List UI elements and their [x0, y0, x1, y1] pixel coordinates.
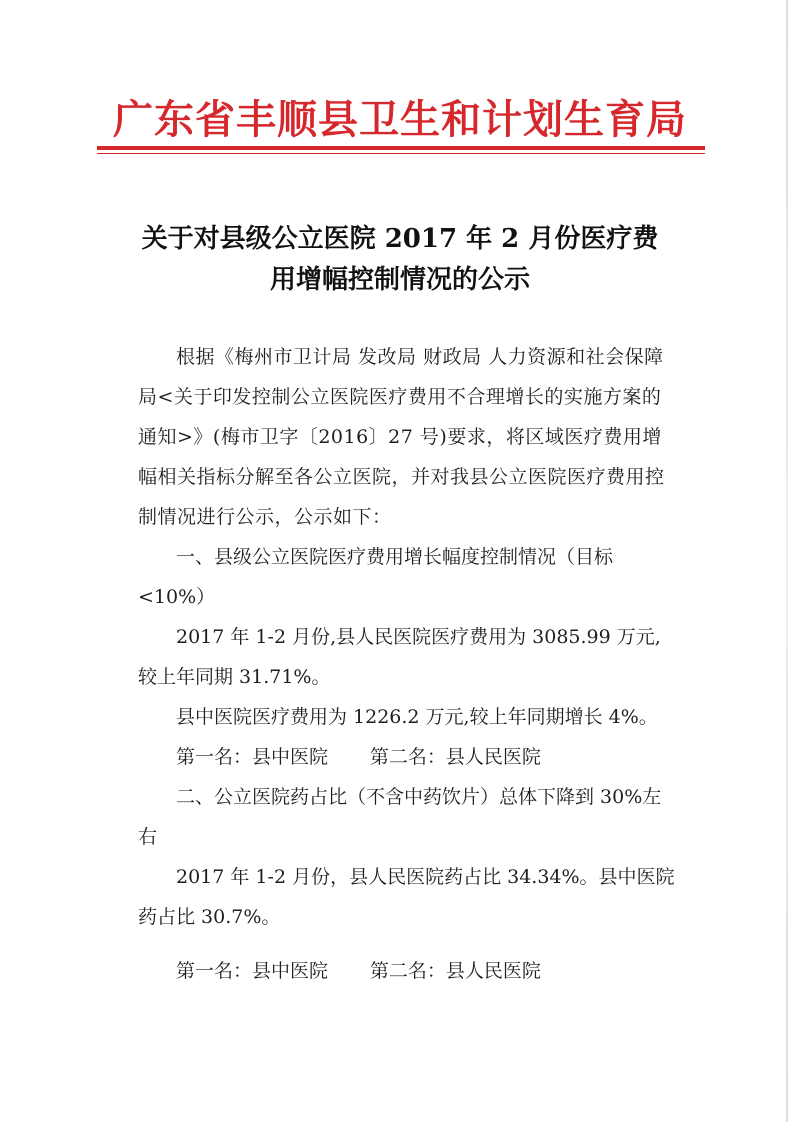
section-2-paragraph-1: 2017 年 1-2 月份，县人民医院药占比 34.34%。县中医院药占比 30.7%。 — [138, 866, 675, 928]
section-1-heading: 一、县级公立医院医疗费用增长幅度控制情况（目标<10%） — [138, 546, 614, 608]
intro-paragraph: 根据《梅州市卫计局 发改局 财政局 人力资源和社会保障局<关于印发控制公立医院医疗费用不合理增长的实施方案的通知>》(梅市卫字〔2016〕27 号)要求，将区域医疗费用增幅相关指标分解至各公立医院，并对我县公立医院医疗费用控制情况进行公示，公示如下： — [138, 346, 665, 528]
section-1-rank-first: 第一名：县中医院 — [176, 746, 329, 768]
scan-edge-shadow — [786, 0, 788, 1122]
section-2-rank-first: 第一名：县中医院 — [176, 960, 329, 982]
section-1-rank-second: 第二名：县人民医院 — [369, 746, 541, 768]
section-1-paragraph-1: 2017 年 1-2 月份,县人民医院医疗费用为 3085.99 万元,较上年同期 31.71%。 — [138, 626, 661, 688]
section-2-rank-second: 第二名：县人民医院 — [369, 960, 541, 982]
section-1-paragraph-2: 县中医院医疗费用为 1226.2 万元,较上年同期增长 4%。 — [176, 706, 658, 728]
letterhead-org-name: 广东省丰顺县卫生和计划生育局 — [113, 96, 687, 143]
document-title-line-2: 用增幅控制情况的公示 — [269, 265, 530, 295]
letterhead-rule-thin — [97, 153, 705, 154]
document-title-line-1: 关于对县级公立医院 2017 年 2 月份医疗费 — [141, 224, 659, 254]
section-2-heading: 二、公立医院药占比（不含中药饮片）总体下降到 30%左右 — [138, 786, 662, 848]
letterhead-rule-thick — [97, 146, 705, 150]
section-2-ranking — [138, 951, 678, 991]
section-1-ranking — [138, 737, 678, 777]
document-body — [138, 337, 678, 991]
